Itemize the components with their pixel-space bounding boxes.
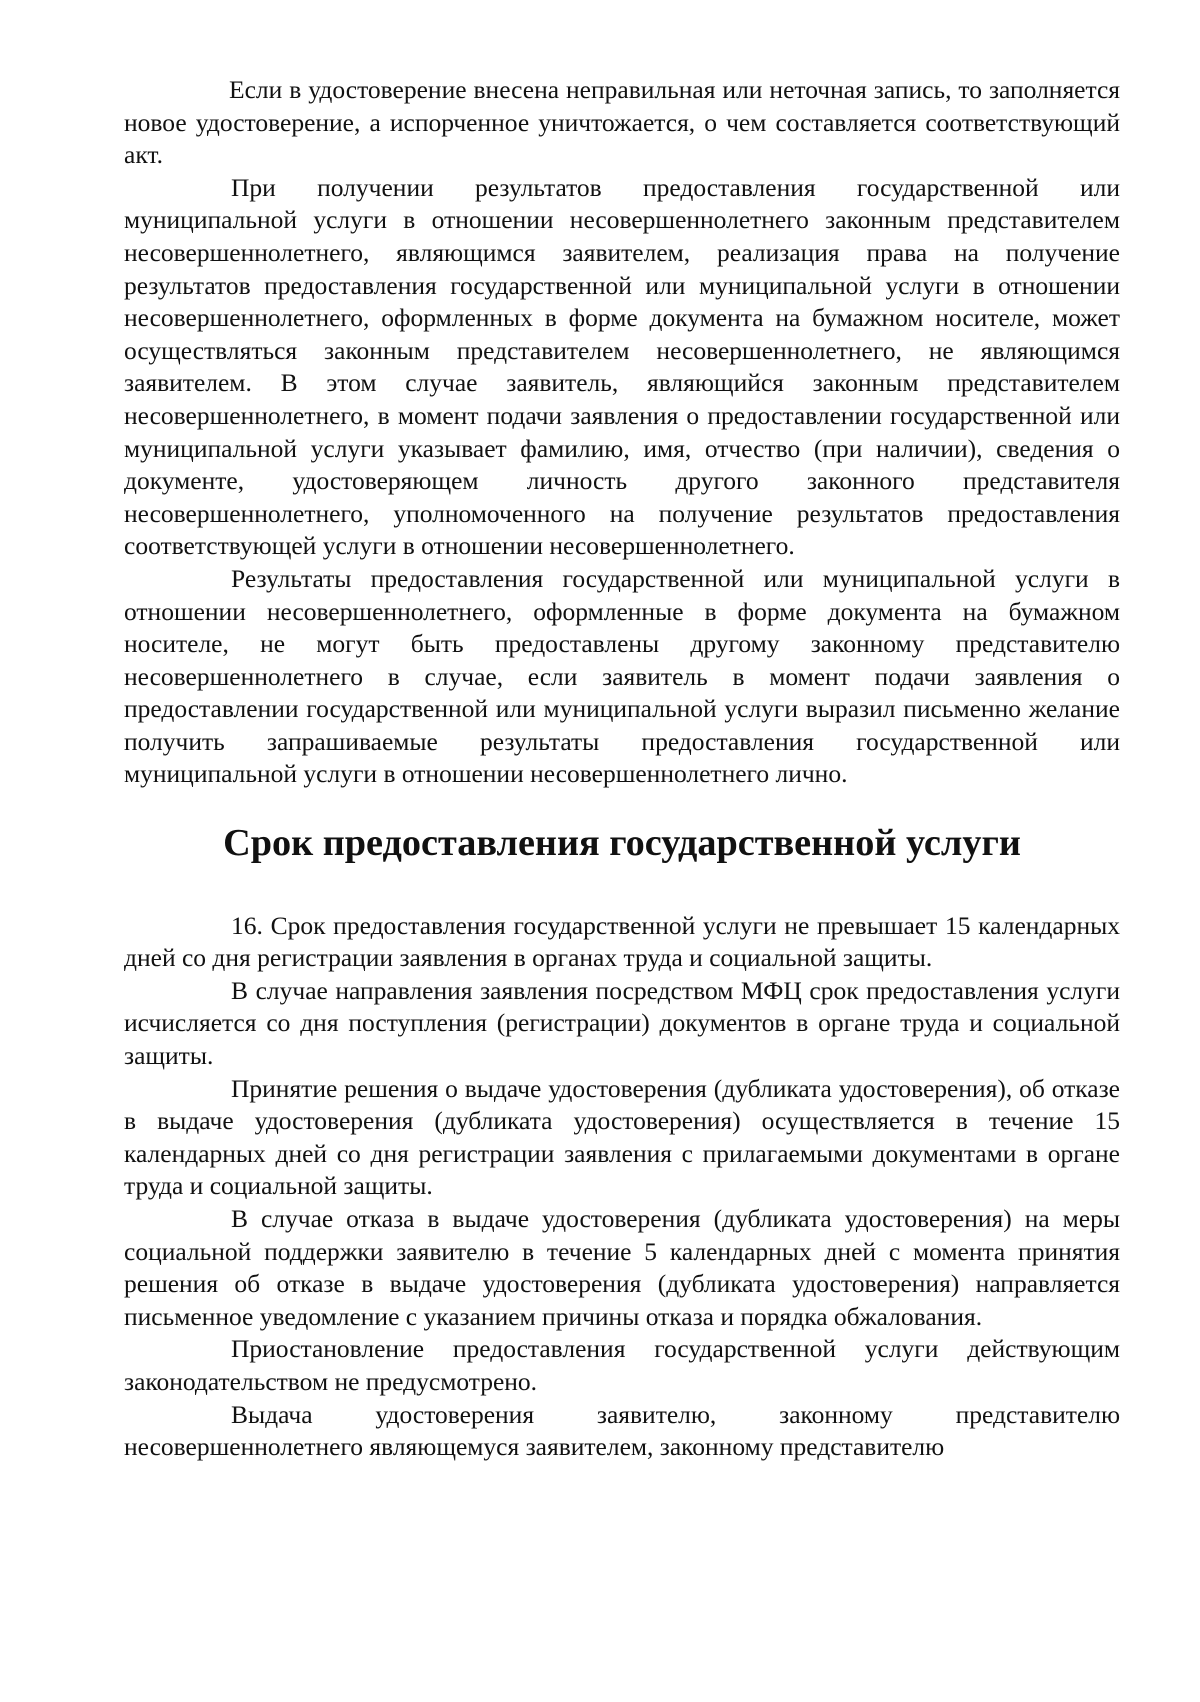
paragraph-legal-representative: При получении результатов предоставления государственной или муниципальной услуги в отношении несовершеннолетнего законным представителем несовершеннолетнего, являющимся заявителем, реализация права на получение результатов предоставления государственной или муниципальной услуги в отношении несовершеннолетнего, оформленных в форме документа на бумажном носителе, может осуществляться законным представителем несовершеннолетнего, не являющимся заявителем. В этом случае заявитель, являющийся законным представителем несовершеннолетнего, в момент подачи заявления о предоставлении государственной или муниципальной услуги указывает фамилию, имя, отчество (при наличии), сведения о документе, удостоверяющем личность другого законного представителя несовершеннолетнего, уполномоченного на получение результатов предоставления соответствующей услуги в отношении несовершеннолетнего. [124, 172, 1120, 561]
paragraph-refusal-notice: В случае отказа в выдаче удостоверения (дубликата удостоверения) на меры социальной поддержки заявителю в течение 5 календарных дней с момента принятия решения об отказе в выдаче удостоверения (дубликата удостоверения) направляется письменное уведомление с указанием причины отказа и порядка обжалования. [124, 1204, 1120, 1331]
section-heading: Срок предоставления государственной услуги [223, 822, 1021, 865]
paragraph-mfc-term: В случае направления заявления посредством МФЦ срок предоставления услуги исчисляется со дня поступления (регистрации) документов в органе труда и социальной защиты. [124, 975, 1120, 1071]
paragraph-issuance: Выдача удостоверения заявителю, законному представителю несовершеннолетнего являющемуся заявителем, законному представителю [124, 1399, 1120, 1462]
paragraph-16-service-term: 16. Срок предоставления государственной услуги не превышает 15 календарных дней со дня регистрации заявления в органах труда и социальной защиты. [124, 910, 1120, 973]
paragraph-correction-rule: Если в удостоверение внесена неправильная или неточная запись, то заполняется новое удостоверение, а испорченное уничтожается, о чем составляется соответствующий акт. [124, 75, 1120, 170]
document-page [124, 74, 1120, 1464]
paragraph-decision-term: Принятие решения о выдаче удостоверения (дубликата удостоверения), об отказе в выдаче удостоверения (дубликата удостоверения) осуществляется в течение 15 календарных дней со дня регистрации заявления с прилагаемыми документами в органе труда и социальной защиты. [124, 1073, 1120, 1201]
paragraph-suspension: Приостановление предоставления государственной услуги действующим законодательством не предусмотрено. [124, 1334, 1120, 1396]
paragraph-results-personal: Результаты предоставления государственной или муниципальной услуги в отношении несовершеннолетнего, оформленные в форме документа на бумажном носителе, не могут быть предоставлены другому законному представителю несовершеннолетнего в случае, если заявитель в момент подачи заявления о предоставлении государственной или муниципальной услуги выразил письменно желание получить запрашиваемые результаты предоставления государственной или муниципальной услуги в отношении несовершеннолетнего лично. [124, 563, 1120, 789]
